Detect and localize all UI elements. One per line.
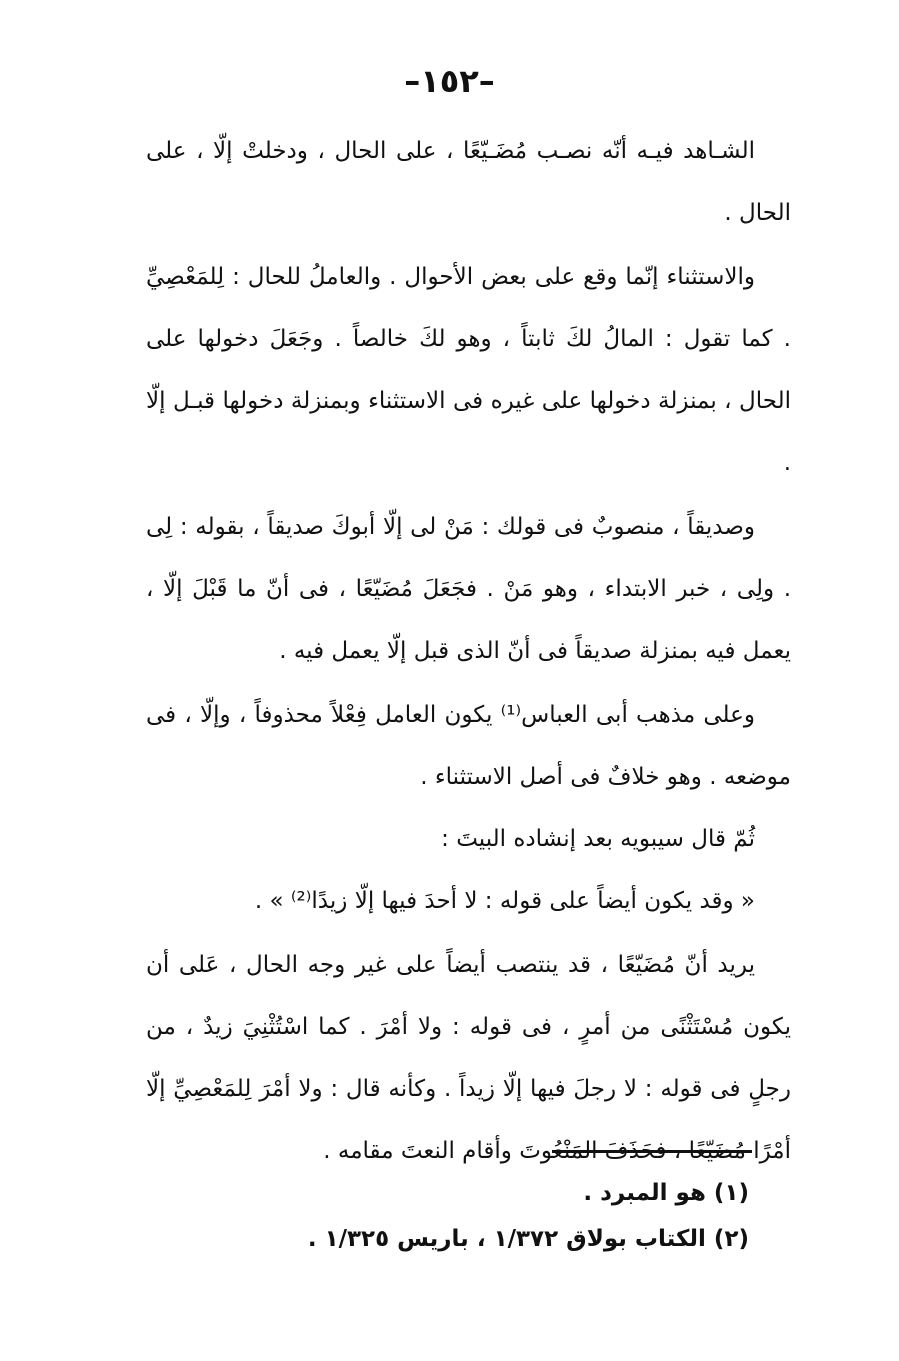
main-text xyxy=(146,120,791,1182)
quote: « وقد يكون أيضاً على قوله : لا أحدَ فيها إلّا زيدًا⁽²⁾ » . xyxy=(254,888,755,914)
paragraph: وعلى مذهب أبى العباس⁽¹⁾ يكون العامل فِعْلاً محذوفاً ، وإلّا ، فى موضعه . وهو خلافٌ فى أصل الاستثناء . xyxy=(146,702,791,790)
paragraph: والاستثناء إنّما وقع على بعض الأحوال . والعاملُ للحال : لِلمَعْصِيِّ . كما تقول : المالُ لكَ ثابتاً ، وهو لكَ خالصاً . وجَعَلَ دخولها على الحال ، بمنزلة دخولها على غيره فى الاستثناء وبمنزلة دخولها قبـل إلّا . xyxy=(146,264,791,476)
paragraph: يريد أنّ مُضَيّعًا ، قد ينتصب أيضاً على غير وجه الحال ، عَلى أن يكون مُسْتَثْنًى من أمرٍ ، فى قوله : ولا أمْرَ . كما اسْتُثْنِيَ زيدٌ ، من رجلٍ فى قوله : لا رجلَ فيها إلّا زيداً . وكأنه قال : ولا أمْرَ لِلمَعْصِيِّ إلّا أمْرًا مُضَيّعًا ، فحَذَفَ المَنْعُوتَ وأقام النعتَ مقامه . xyxy=(146,952,791,1164)
footnote: (٢) الكتاب بولاق ١/٣٧٢ ، باريس ١/٣٢٥ . xyxy=(307,1226,749,1252)
footnotes xyxy=(189,1170,749,1262)
page-number: –١٥٢– xyxy=(404,62,495,100)
footnote: (١) هو المبرد . xyxy=(583,1180,749,1206)
paragraph: وصديقاً ، منصوبٌ فى قولك : مَنْ لى إلّا أبوكَ صديقاً ، بقوله : لِى . ولِى ، خبر الابتداء ، وهو مَنْ . فجَعَلَ مُضَيّعًا ، فى أنّ ما قَبْلَ إلّا ، يعمل فيه بمنزلة صديقاً فى أنّ الذى قبل إلّا يعمل فيه . xyxy=(146,514,791,664)
paragraph: الشـاهد فيـه أنّه نصـب مُضَـيّعًا ، على الحال ، ودخلتْ إلّا ، على الحال . xyxy=(146,138,791,226)
quote-intro: ثُمّ قال سيبويه بعد إنشاده البيتَ : xyxy=(441,826,755,852)
footnote-divider xyxy=(552,1150,752,1153)
